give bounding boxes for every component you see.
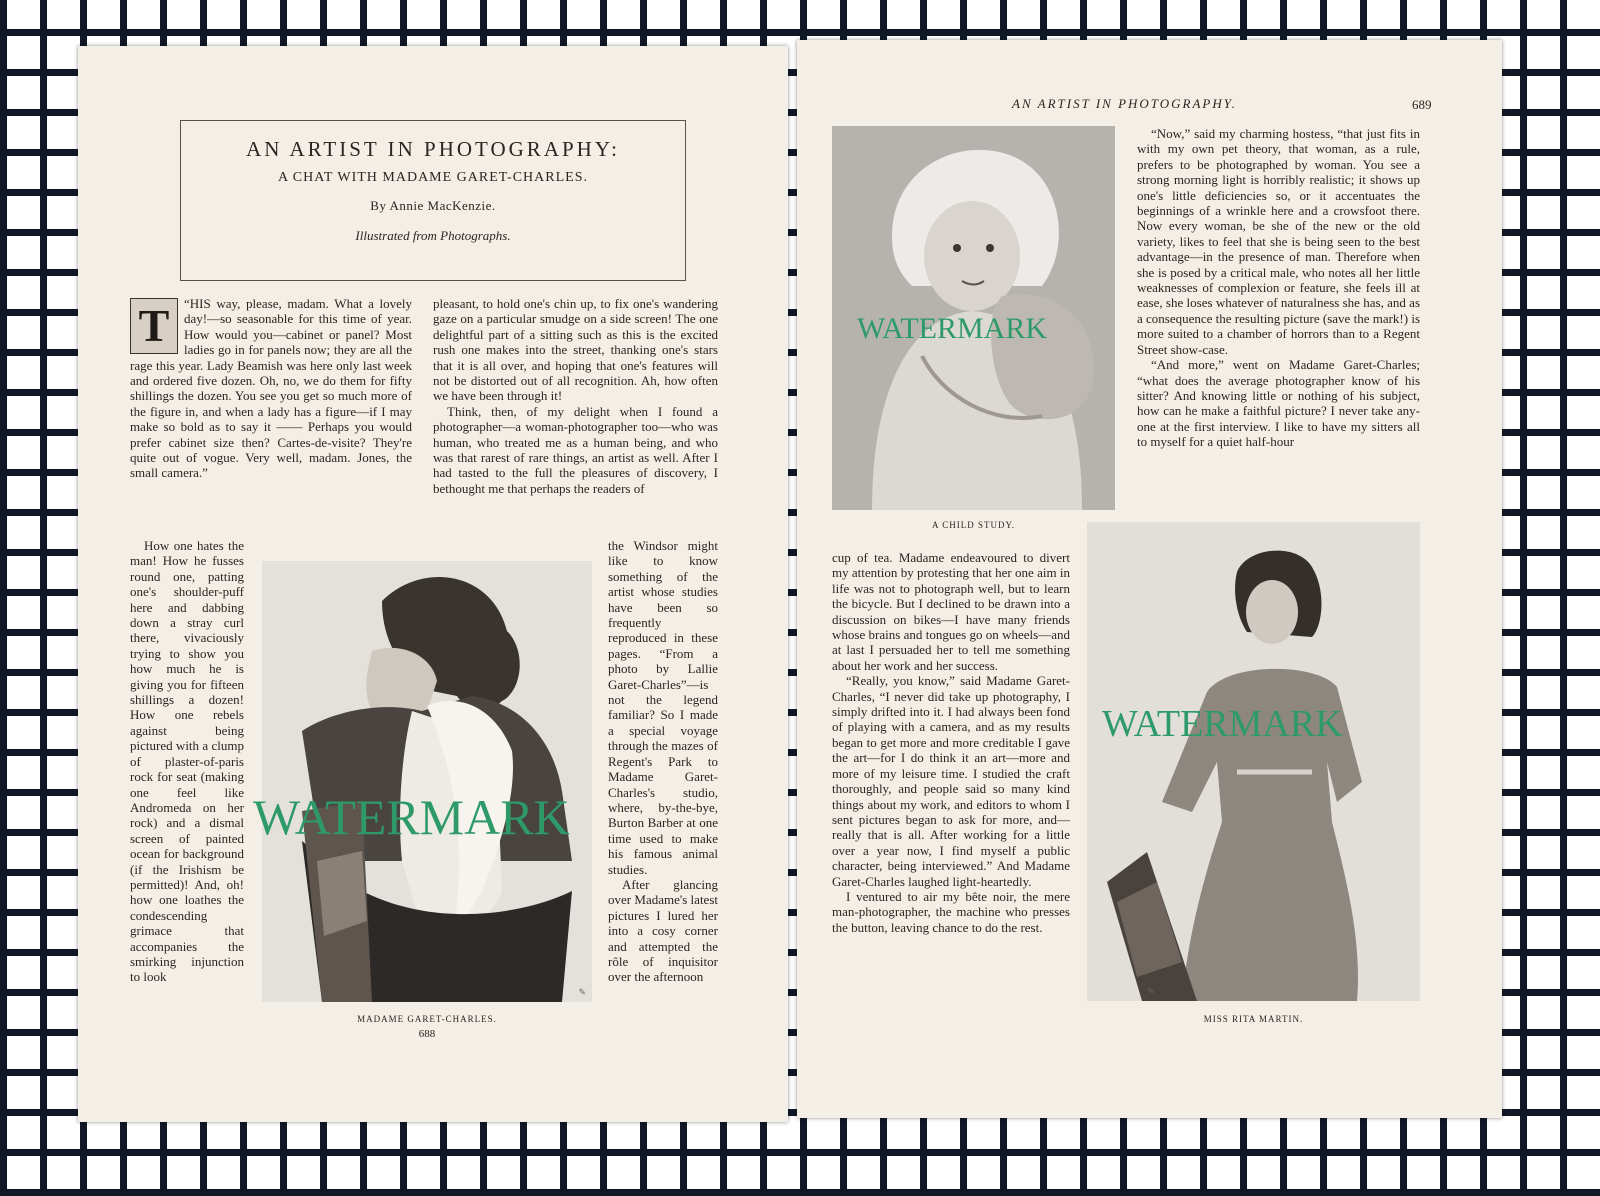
watermark-right-top: WATERMARK bbox=[857, 312, 1048, 345]
paragraph-really-you-know: “Really, you know,” said Madame Garet-Charles, “I never did take up photography, I simply drifted into it. I had always been fond of playing with a camera, and as my results began to get more and more creditable I gave the art—for I do think it an art—more and more of my leisure time. I studied the craft thoroughly, and people said so many kind things about my work, and editors to whom I sent pictures began to ask for more, and—really that is all. After working for a little over a year now, I find myself a public character, being interviewed.” And Madame Garet-Charles laughed light-heartedly. bbox=[832, 673, 1070, 889]
byline: By Annie MacKenzie. bbox=[370, 198, 496, 213]
photographer-mark-2: ✎ bbox=[1147, 986, 1155, 996]
page-688 bbox=[78, 46, 788, 1122]
column-3 bbox=[608, 538, 718, 1028]
article-subtitle: A CHAT WITH MADAME GARET-CHARLES. bbox=[277, 170, 589, 185]
page-number-688: 688 bbox=[418, 1028, 436, 1040]
caption-miss-rita-martin: MISS RITA MARTIN. bbox=[1203, 1014, 1304, 1024]
column-1-top bbox=[130, 296, 412, 542]
column-1-bottom bbox=[130, 538, 244, 1028]
paragraph-now-said: “Now,” said my charming hostess, “that just fits in with my own pet theory, that woman, as a rule, prefers to be photographed by woman. You see a strong morning light is horribly realistic; it shows up one's little deficiencies so, or it accentuates the beginnings of a wrinkle here and a crowsfoot there. Now every woman, be she of the new or the old variety, likes to feel that she is being seen to the best advantage—in the presence of man. Therefore when she is posed by a critical male, who notes all her little weaknesses of complexion or feature, she feels ill at ease, she loses whatever of naturalness she has, and as a consequence the resulting picture (save the mark!) is more suited to a chamber of horrors than to a Regent Street show-case. bbox=[1137, 126, 1420, 357]
dropcap: T bbox=[130, 298, 178, 354]
watermark-left: WATERMARK bbox=[253, 789, 570, 845]
photo-miss-rita-martin bbox=[1087, 522, 1420, 1001]
paragraph-opening: “HIS way, please, madam. What a lovely day!—so seasonable for this time of year. How would you—cabinet or panel? Most ladies go in for panels now; they are all the rage this year. Lady Beamish was here only last week and ordered five dozen. Oh, no, we do them for fifty shillings the dozen. You see you get so much more of the figure in, and when a lady has a figure—if I may make so bold as to say it —— Perhaps you would prefer cabinet size then? Cartes-de-visite? They're quite out of vogue. Very well, madam. Jones, the small camera.” bbox=[130, 296, 412, 481]
paragraph-the-windsor: the Windsor might like to know something of the artist whose studies have been so frequently reproduced in these pages. “From a photo by Lallie Garet-Charles”—is not the legend familiar? So I made a special voyage through the mazes of Regent's Park to Madame Garet-Charles's studio, where, by-the-bye, Burton Barber at one time used to make his famous animal studies. bbox=[608, 538, 718, 877]
column-right-top bbox=[1137, 126, 1420, 511]
title-box bbox=[180, 120, 686, 281]
paragraph-pleasant: pleasant, to hold one's chin up, to fix one's wandering gaze on a particular smudge on a side screen! The one delightful part of a sitting such as this is the excited rush one makes into the street, thanking one's stars that it is all over, and hoping that one's features will not be distorted out of all recognition. Ah, how often we have been through it! bbox=[433, 296, 718, 404]
paragraph-cup-of-tea: cup of tea. Madame endeavoured to divert my attention by protesting that her one aim in life was not to photograph well, but to learn the bicycle. But I declined to be drawn into a discussion on bikes—I have many friends whose brains and tongues go on wheels—and at last I persuaded her to tell me something about her work and her success. bbox=[832, 550, 1070, 673]
paragraph-and-more: “And more,” went on Madame Garet-Charles; “what does the average photographer know of his sitter? And knowing little or nothing of his subject, how can he make a faithful picture? I never take any-one at the first interview. I like to have my sitters all to myself for a quiet half-hour bbox=[1137, 357, 1420, 450]
caption-madame: MADAME GARET-CHARLES. bbox=[357, 1014, 497, 1024]
running-head: AN ARTIST IN PHOTOGRAPHY. bbox=[1012, 96, 1238, 111]
article-title: AN ARTIST IN PHOTOGRAPHY: bbox=[246, 137, 620, 161]
illustration-credit: Illustrated from Photographs. bbox=[355, 228, 511, 243]
paragraph-after-glancing: After glancing over Madame's latest pictures I lured her into a cosy corner and attempted the rôle of inquisitor over the afternoon bbox=[608, 876, 718, 985]
paragraph-i-ventured: I ventured to air my bête noir, the mere man-photographer, the machine who presses the button, leaving chance to do the rest. bbox=[832, 888, 1070, 935]
column-right-bottom bbox=[832, 550, 1070, 1022]
paragraph-think-then: Think, then, of my delight when I found a photographer—a woman-photographer too—who was human, who treated me as a human being, and who was that rarest of rare things, an artist as well. After I had tasted to the full the pleasures of discovery, I bethought me that perhaps the readers of bbox=[433, 403, 718, 496]
caption-child-study: A CHILD STUDY. bbox=[931, 520, 1016, 530]
page-689 bbox=[797, 40, 1502, 1118]
photographer-mark: ✎ bbox=[578, 987, 586, 997]
paragraph-how-one-hates: How one hates the man! How he fusses round one, patting one's shoulder-puff here and dabbing down a stray curl there, vivaciously trying to show you how much he is giving you for fifteen shillings a dozen! How one rebels against being pictured with a clump of plaster-of-paris rock for seat (making one feel like Andromeda on her rock) and a dismal screen of painted ocean for background (if the Irishism be permitted)! And, oh! how one loathes the condescending grimace that accompanies the smirking injunction to look bbox=[130, 538, 244, 985]
page-number-689: 689 bbox=[1412, 97, 1432, 112]
watermark-right-bottom: WATERMARK bbox=[1102, 703, 1343, 745]
column-2-top bbox=[433, 296, 718, 542]
photo-madame-garet-charles bbox=[262, 561, 592, 1002]
